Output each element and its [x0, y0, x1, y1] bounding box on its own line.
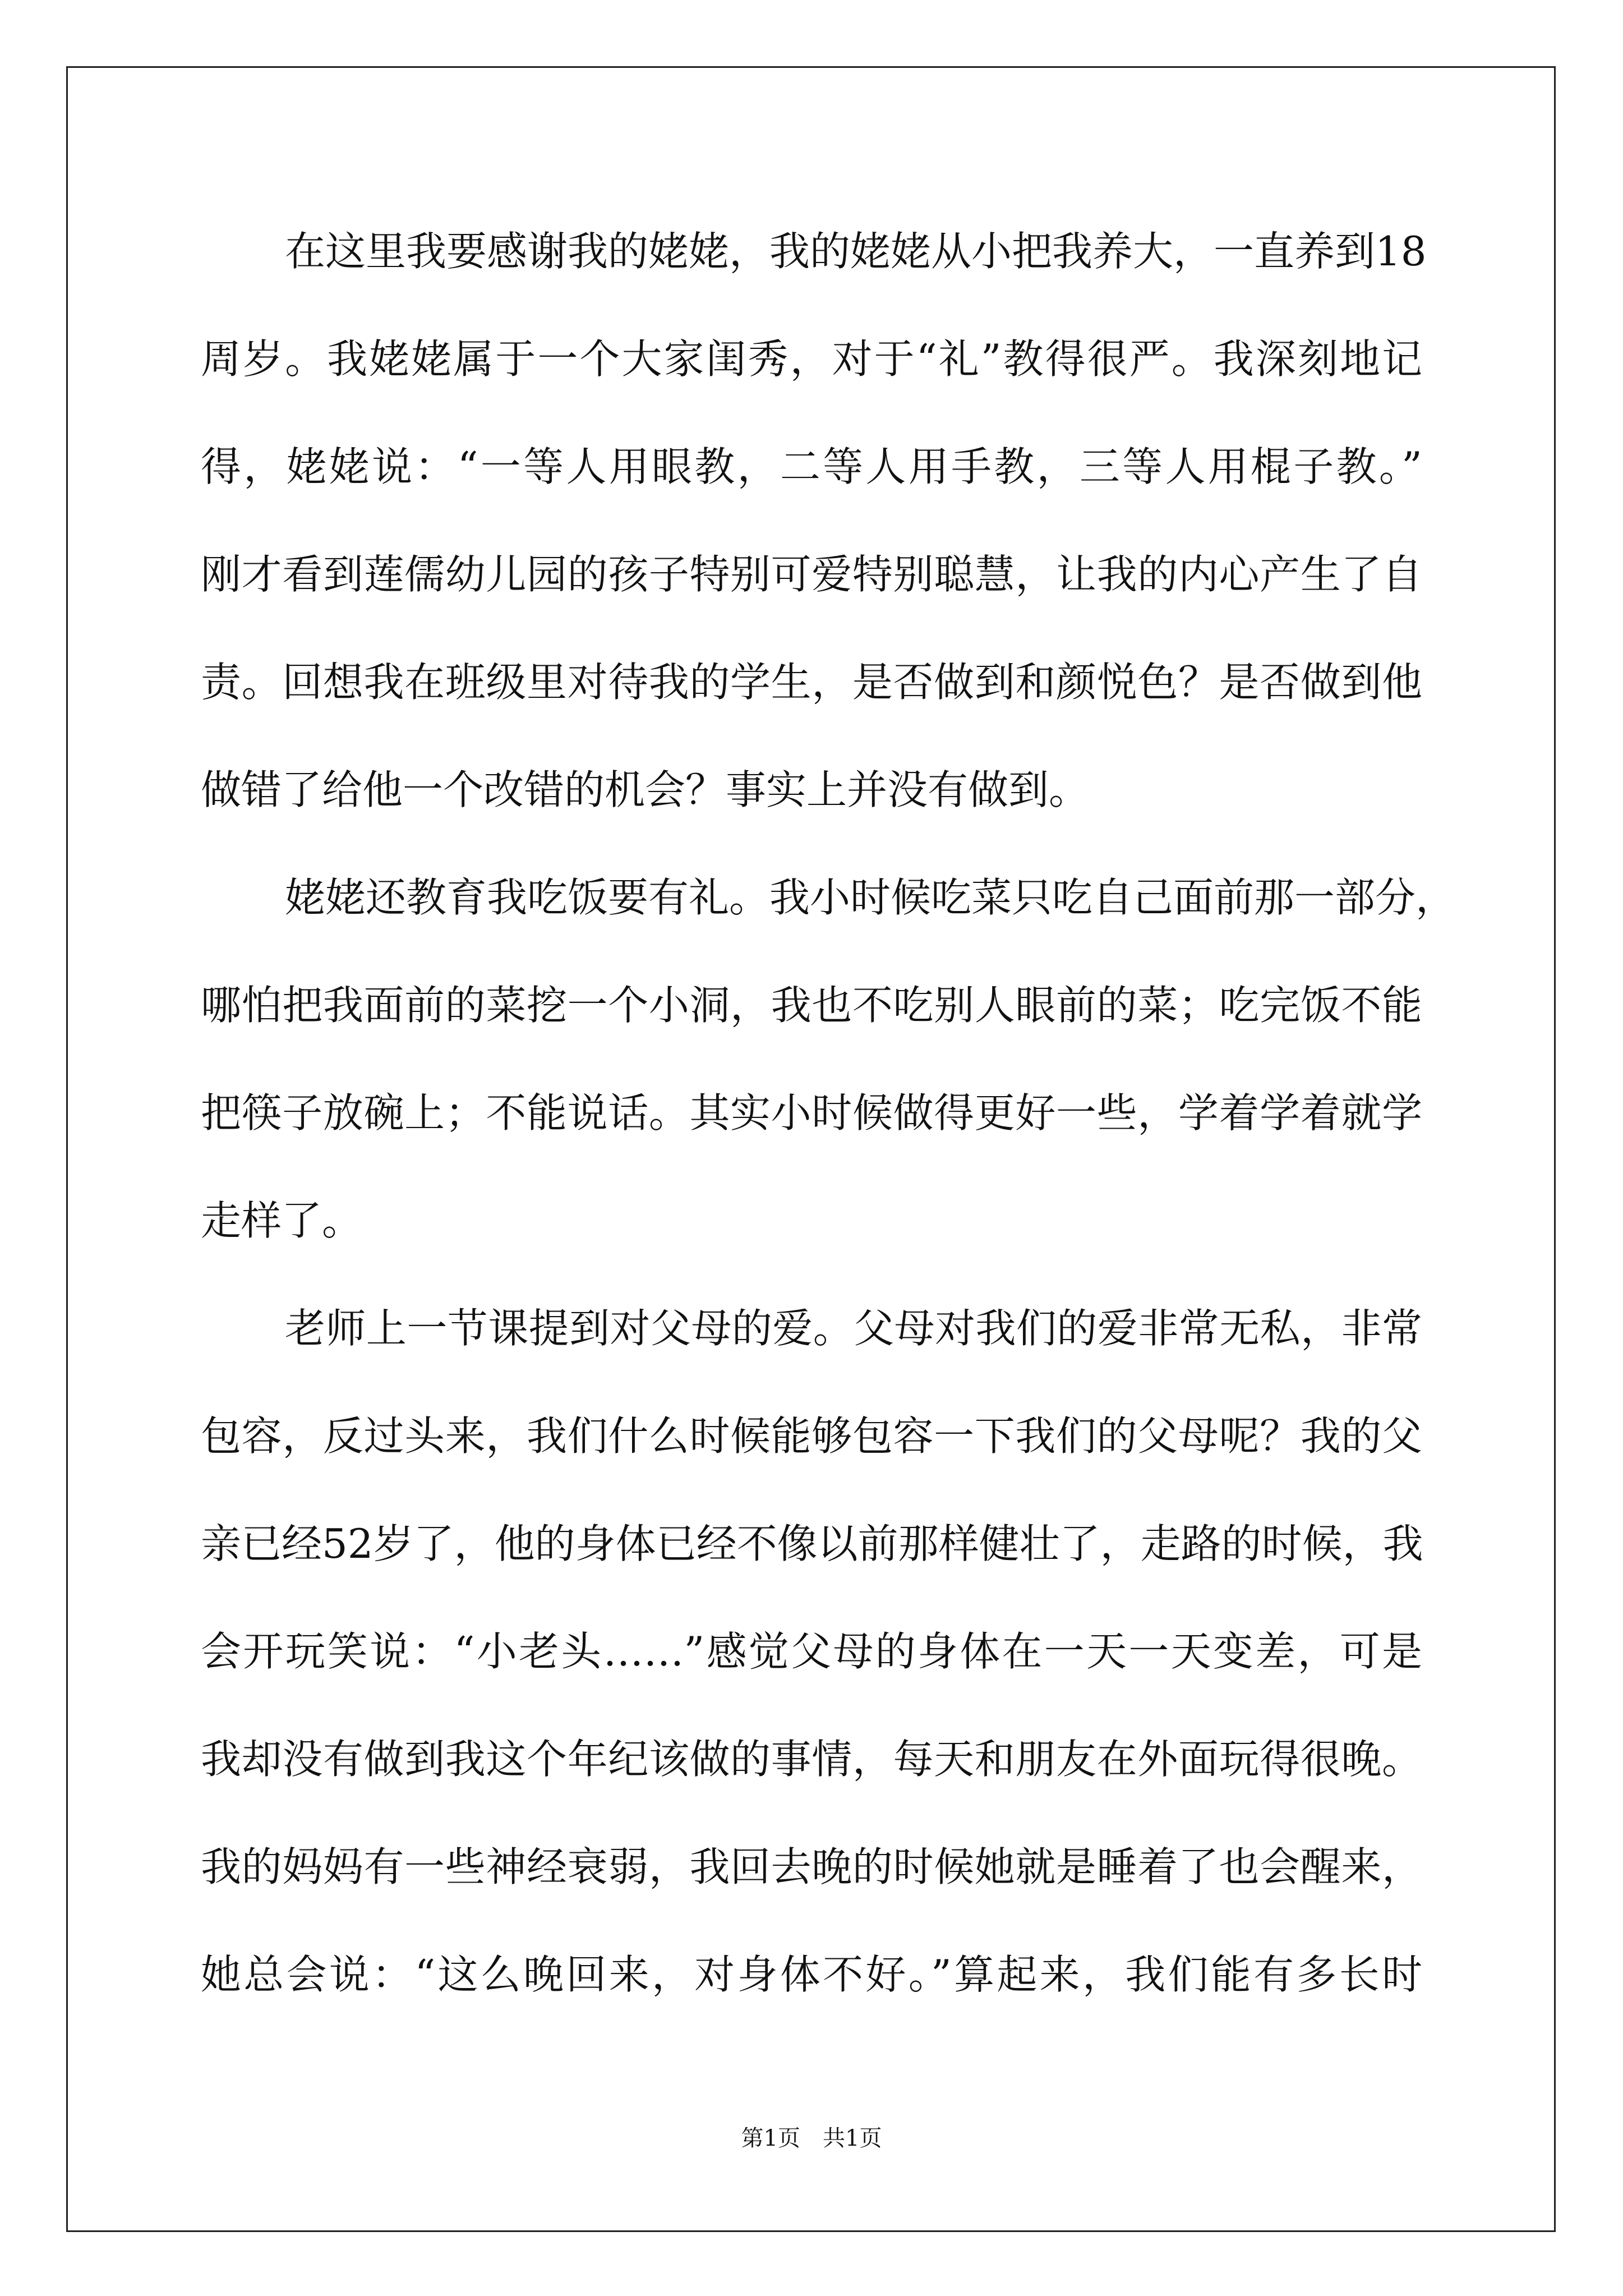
- paragraph-3-line-3: 亲已经52岁了，他的身体已经不像以前那样健壮了，走路的时候，我: [201, 1520, 1423, 1567]
- paragraph-3-line-2: 包容，反过头来，我们什么时候能够包容一下我们的父母呢？我的父: [201, 1412, 1422, 1460]
- paragraph-1-line-3: 得，姥姥说：“一等人用眼教，二等人用手教，三等人用棍子教。”: [201, 443, 1422, 490]
- paragraph-3-line-5: 我却没有做到我这个年纪该做的事情，每天和朋友在外面玩得很晚。: [201, 1736, 1422, 1783]
- paragraph-3-line-6: 我的妈妈有一些神经衰弱，我回去晚的时候她就是睡着了也会醒来，: [201, 1843, 1422, 1890]
- page-footer: 第1页 共1页: [741, 2125, 882, 2151]
- paragraph-1-line-1: 在这里我要感谢我的姥姥，我的姥姥从小把我养大，一直养到18: [285, 228, 1427, 275]
- paragraph-2-line-4: 走样了。: [201, 1197, 363, 1244]
- paragraph-3-line-1: 老师上一节课提到对父母的爱。父母对我们的爱非常无私，非常: [285, 1305, 1422, 1352]
- paragraph-1-line-5: 责。回想我在班级里对待我的学生，是否做到和颜悦色？是否做到他: [201, 659, 1422, 706]
- paragraph-3-line-7: 她总会说：“这么晚回来，对身体不好。”算起来，我们能有多长时: [201, 1951, 1422, 1998]
- paragraph-2-line-3: 把筷子放碗上；不能说话。其实小时候做得更好一些，学着学着就学: [201, 1089, 1422, 1137]
- paragraph-1-line-2: 周岁。我姥姥属于一个大家闺秀，对于“礼”教得很严。我深刻地记: [201, 335, 1422, 383]
- paragraph-2-line-2: 哪怕把我面前的菜挖一个小洞，我也不吃别人眼前的菜；吃完饭不能: [201, 982, 1422, 1029]
- paragraph-1-line-4: 刚才看到莲儒幼儿园的孩子特别可爱特别聪慧，让我的内心产生了自: [201, 551, 1422, 598]
- paragraph-1-line-6: 做错了给他一个改错的机会？事实上并没有做到。: [201, 766, 1090, 813]
- paragraph-3-line-4: 会开玩笑说：“小老头……”感觉父母的身体在一天一天变差，可是: [201, 1628, 1422, 1675]
- paragraph-2-line-1: 姥姥还教育我吃饭要有礼。我小时候吃菜只吃自己面前那一部分，: [285, 874, 1456, 921]
